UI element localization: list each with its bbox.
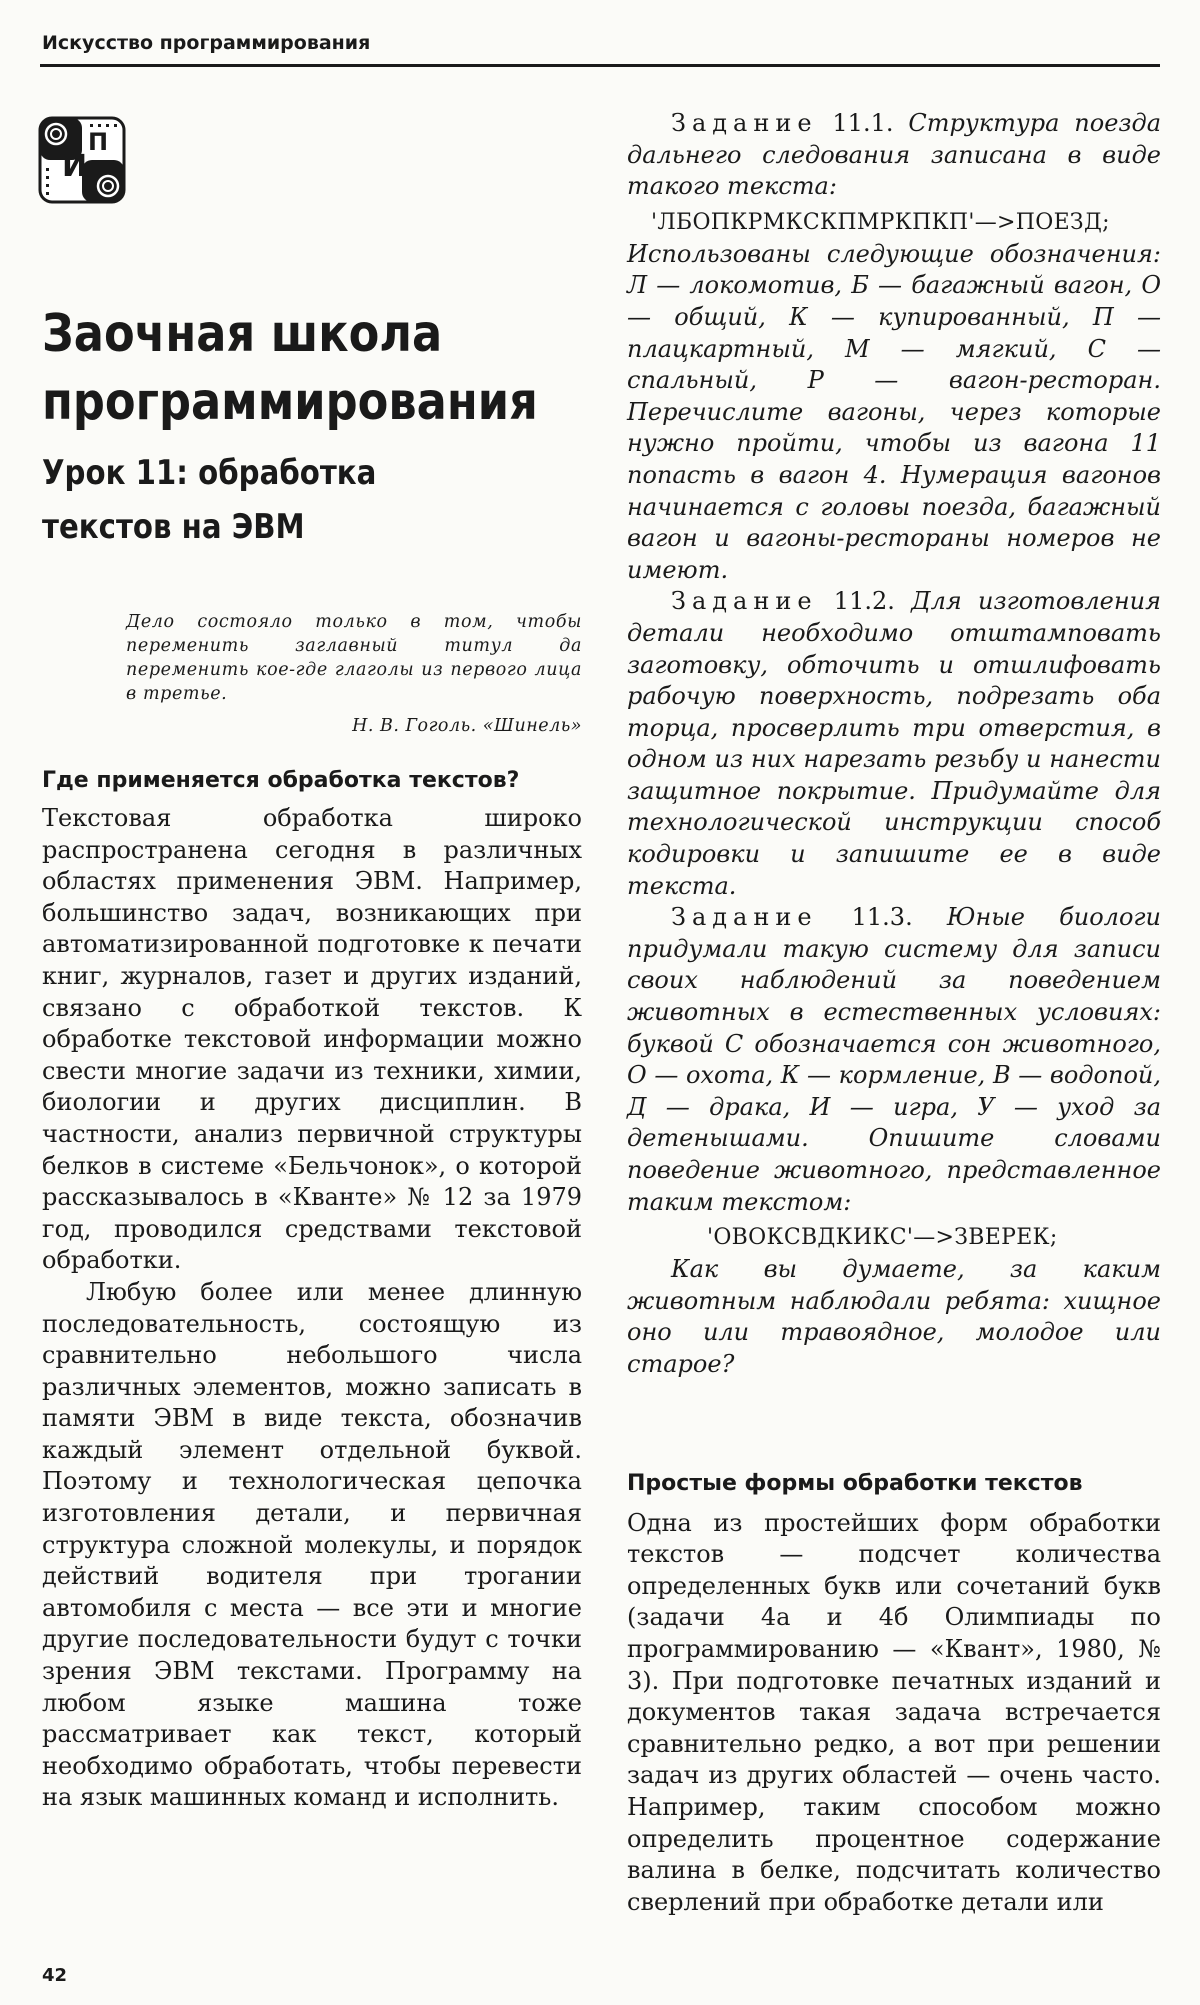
task-label: Задание bbox=[671, 109, 818, 137]
epigraph-text: Дело состояло только в том, чтобы переменить заглавный титул да переменить кое-где глаголы из первого лица в третье. bbox=[126, 612, 582, 704]
right-column bbox=[627, 108, 1161, 1918]
epigraph-source bbox=[126, 714, 582, 738]
task-number: 11.1. bbox=[832, 109, 894, 137]
task-label: Задание bbox=[671, 903, 818, 932]
task-label: Задание bbox=[671, 587, 818, 616]
article-title-line1: Заочная школа bbox=[42, 304, 443, 364]
section-heading-simple: Простые формы обработки текстов bbox=[627, 1470, 1083, 1496]
epigraph bbox=[126, 610, 582, 738]
task-text: Структура поезда дальнего следования записана в виде такого текста: bbox=[627, 109, 1161, 201]
magazine-section-logo-icon bbox=[38, 116, 126, 204]
task-text: Для изготовления детали необходимо отштамповать заготовку, обточить и отшлифовать рабочую поверхность, подрезать оба торца, просверлить три отверстия, в одном из них нарезать резьбу и нанести защитное покрытие. Придумайте для технологической инструкции способ кодировки и запишите ее в виде текста. bbox=[627, 587, 1161, 900]
article-title-line2: программирования bbox=[42, 372, 538, 432]
page-number: 42 bbox=[42, 1965, 68, 1986]
task-11-1 bbox=[627, 108, 1161, 203]
svg-text:И: И bbox=[62, 149, 88, 184]
epigraph-author: Н. В. Гоголь. bbox=[352, 716, 477, 736]
task-11-3-code: 'ОВОКСВДКИКС'—>ЗВЕРЕК; bbox=[707, 1225, 1058, 1251]
running-title: Искусство программирования bbox=[42, 32, 371, 54]
section-heading-where: Где применяется обработка текстов? bbox=[42, 768, 520, 793]
svg-text:П: П bbox=[88, 128, 109, 156]
left-column bbox=[42, 300, 582, 1814]
left-paragraph-1: Текстовая обработка широко распространена сегодня в различных областях применения ЭВМ. Например, большинство задач, возникающих при автоматизированной подготовке к печати книг, журналов, газет и других изданий, связано с обработкой текстов. К обработке текстовой информации можно свести многие задачи из техники, химии, биологии и других дисциплин. В частности, анализ первичной структуры белков в системе «Бельчонок», о которой рассказывалось в «Кванте» № 12 за 1979 год, проводился средствами текстовой обработки. bbox=[42, 804, 582, 1275]
header-rule bbox=[40, 64, 1160, 67]
task-11-1-text2: Использованы следующие обозначения: Л — локомотив, Б — багажный вагон, О — общий, К — купированный, П — плацкартный, М — мягкий, С — спальный, Р — вагон-ресторан. Перечислите вагоны, через которые нужно пройти, чтобы из вагона 11 попасть в вагон 4. Нумерация вагонов начинается с головы поезда, багажный вагон и вагоны-рестораны номеров не имеют. bbox=[627, 239, 1161, 584]
task-text: Юные биологи придумали такую систему для записи своих наблюдений за поведением животных в естественных условиях: буквой С обозначается сон животного, О — охота, К — кормление, В — водопой, Д — драка, И — игра, У — уход за детенышами. Опишите словами поведение животного, представленное таким текстом: bbox=[627, 903, 1161, 1216]
task-11-3 bbox=[627, 902, 1161, 1218]
left-paragraph-2: Любую более или менее длинную последовательность, состоящую из сравнительно небольшого числа различных элементов, можно записать в памяти ЭВМ в виде текста, обозначив каждый элемент отдельной буквой. Поэтому и технологическая цепочка изготовления детали, и первичная структура сложной молекулы, и порядок действий водителя при трогании автомобиля с места — все эти и многие другие последовательности будут с точки зрения ЭВМ текстами. Программу на любом языке машина тоже рассматривает как текст, который необходимо обработать, чтобы перевести на язык машинных команд и исполнить. bbox=[42, 1277, 582, 1812]
epigraph-work: «Шинель» bbox=[482, 716, 582, 736]
task-11-3-text2: Как вы думаете, за каким животным наблюдали ребята: хищное оно или травоядное, молодое или старое? bbox=[627, 1255, 1161, 1378]
lesson-title-line1: Урок 11: обработка bbox=[42, 453, 377, 493]
task-11-1-code: 'ЛБОПКРМКСКПМРКПКП'—>ПОЕЗД; bbox=[651, 209, 1110, 235]
task-number: 11.3. bbox=[851, 903, 913, 932]
task-11-2 bbox=[627, 586, 1161, 902]
task-number: 11.2. bbox=[833, 587, 895, 616]
right-paragraph-1: Одна из простейших форм обработки текстов — подсчет количества определенных букв или сочетаний букв (задачи 4а и 4б Олимпиады по программированию — «Квант», 1980, № 3). При подготовке печатных изданий и документов такая задача встречается сравнительно редко, а вот при решении задач из других областей — очень часто. Например, таким способом можно определить процентное содержание валина в белке, подсчитать количество сверлений при обработке детали или bbox=[627, 1508, 1161, 1916]
lesson-title-line2: текстов на ЭВМ bbox=[42, 507, 305, 547]
